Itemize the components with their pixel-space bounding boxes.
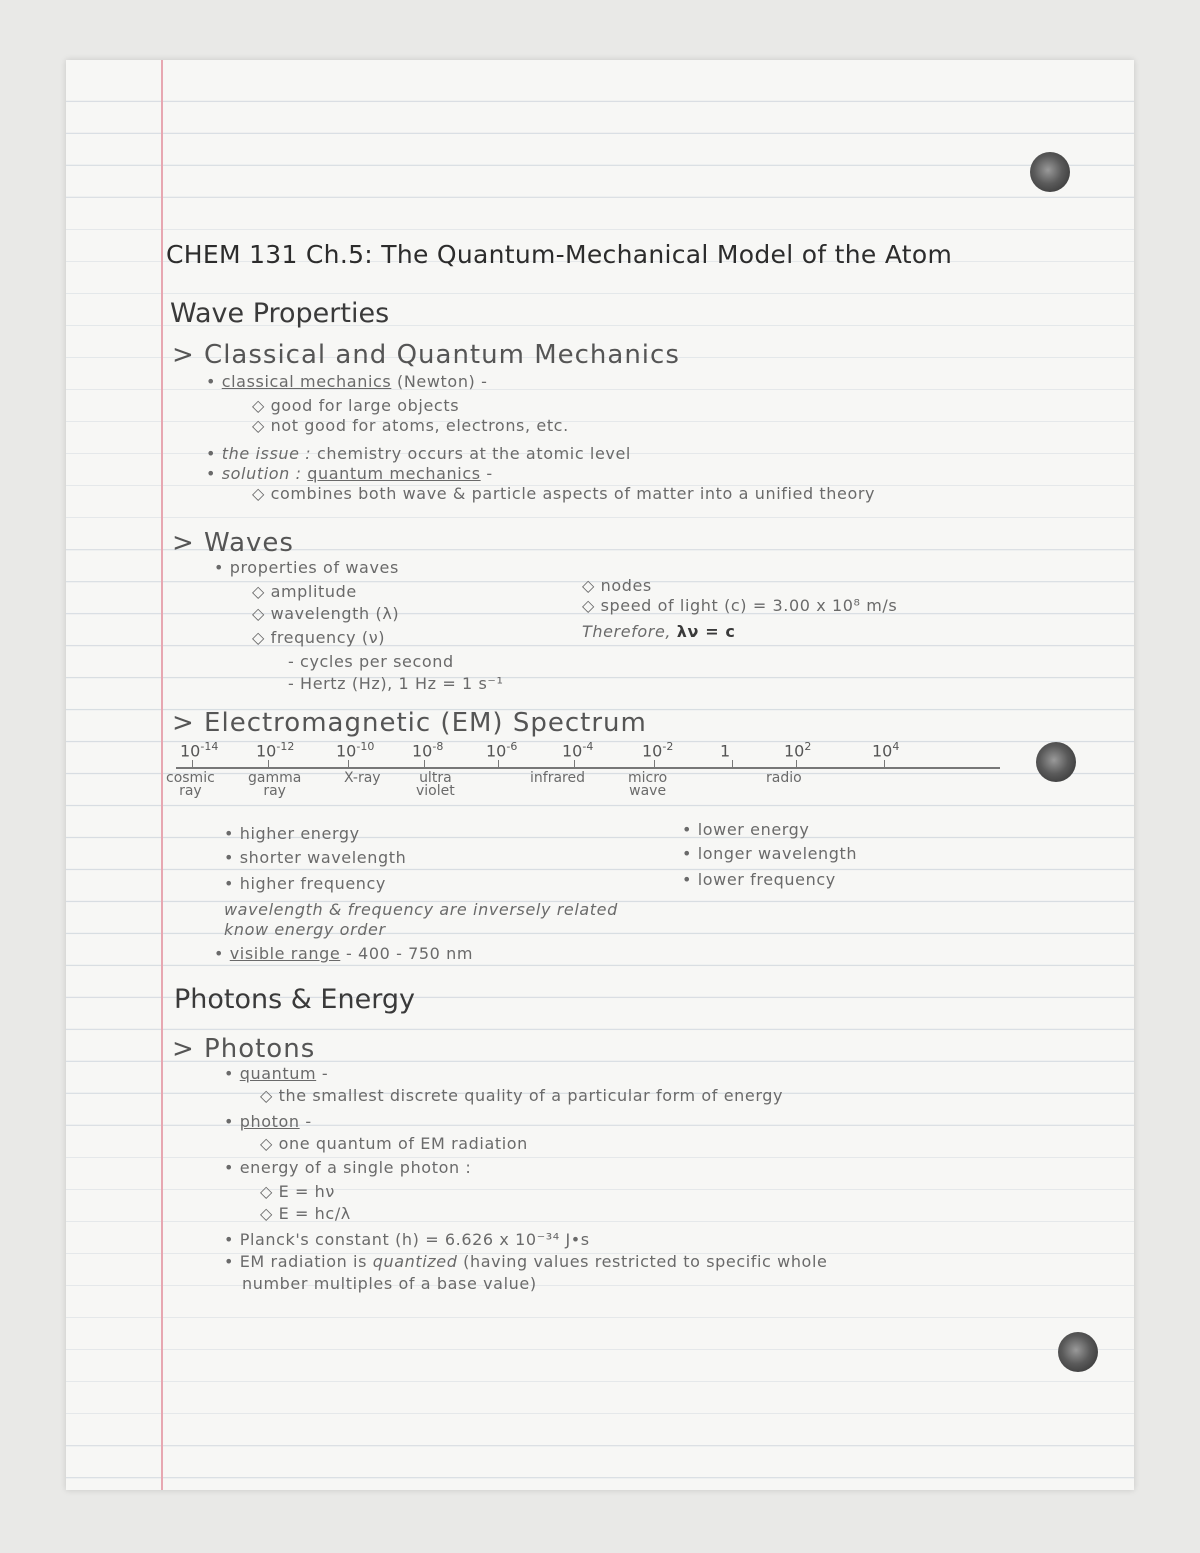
issue-label: • the issue : <box>206 444 312 463</box>
spectrum-tick-mark <box>574 760 575 769</box>
amplitude-item: ◇ amplitude <box>252 582 357 601</box>
quantized-pre: • EM radiation is <box>224 1252 368 1271</box>
em-spectrum-diagram <box>166 740 1006 820</box>
quantized-note <box>224 1252 827 1271</box>
quantum-term: quantum <box>239 1064 317 1083</box>
solution-dash: - <box>486 464 493 483</box>
solution-label: • solution : <box>206 464 302 483</box>
issue-note <box>206 444 631 463</box>
tick-base: 10 <box>412 741 433 761</box>
relation-formula: λν = c <box>676 622 736 641</box>
section-heading-wave-properties: Wave Properties <box>170 298 390 329</box>
spectrum-tick-mark <box>424 760 425 769</box>
spectrum-tick-mark <box>654 760 655 769</box>
tick-exponent: -4 <box>582 740 594 753</box>
binder-hole <box>1058 1332 1098 1372</box>
tick-exponent: 4 <box>892 740 900 753</box>
spectrum-tick-label <box>256 740 294 760</box>
region-line-1: cosmic <box>166 770 215 786</box>
photon-note: • photon - <box>224 1112 312 1131</box>
photon-energy-note: • energy of a single photon : <box>224 1158 472 1177</box>
left-property-2: • shorter wavelength <box>224 848 407 867</box>
tick-base: 10 <box>562 741 583 761</box>
tick-base: 10 <box>486 741 507 761</box>
spectrum-region-label <box>628 772 667 798</box>
spectrum-tick-label <box>720 740 730 760</box>
tick-exponent: -6 <box>506 740 518 753</box>
wave-properties-note: • properties of waves <box>214 558 399 577</box>
spectrum-tick-mark <box>732 760 733 769</box>
tick-base: 10 <box>336 741 357 761</box>
left-property-1: • higher energy <box>224 824 360 843</box>
spectrum-tick-label <box>784 740 811 760</box>
hertz-item: - Hertz (Hz), 1 Hz = 1 s⁻¹ <box>288 674 504 693</box>
binder-hole <box>1036 742 1076 782</box>
cycles-item: - cycles per second <box>288 652 454 671</box>
region-line-1: radio <box>766 770 802 786</box>
energy-formula-2: ◇ E = hc/λ <box>260 1204 351 1223</box>
spectrum-tick-mark <box>796 760 797 769</box>
spectrum-tick-label <box>562 740 593 760</box>
section-heading-photons-energy: Photons & Energy <box>174 984 415 1015</box>
spectrum-tick-label <box>412 740 443 760</box>
page-title: CHEM 131 Ch.5: The Quantum-Mechanical Model of the Atom <box>166 240 953 269</box>
spectrum-region-label <box>416 772 455 798</box>
region-line-1: infrared <box>530 770 585 786</box>
solution-note <box>206 464 493 483</box>
subheading-classical-quantum: > Classical and Quantum Mechanics <box>172 340 680 370</box>
tick-base: 1 <box>720 741 731 761</box>
quantum-definition: ◇ the smallest discrete quality of a particular form of energy <box>260 1086 784 1105</box>
classical-point-2: ◇ not good for atoms, electrons, etc. <box>252 416 569 435</box>
spectrum-tick-label <box>872 740 899 760</box>
spectrum-region-label <box>166 772 215 798</box>
tick-exponent: -14 <box>200 740 219 753</box>
region-line-1: micro <box>628 770 668 786</box>
spectrum-region-label <box>766 772 802 785</box>
visible-range-value: - 400 - 750 nm <box>345 944 474 963</box>
classical-mechanics-note: • classical mechanics (Newton) - <box>206 372 488 391</box>
left-property-3: • higher frequency <box>224 874 386 893</box>
spectrum-tick-label <box>336 740 374 760</box>
tick-base: 10 <box>784 741 805 761</box>
region-line-2: ray <box>179 783 202 799</box>
quantum-dash: - <box>321 1064 329 1083</box>
spectrum-tick-label <box>180 740 218 760</box>
visible-range-note: • visible range - 400 - 750 nm <box>214 944 474 963</box>
region-line-1: X-ray <box>344 770 381 786</box>
nodes-item: ◇ nodes <box>582 576 652 595</box>
spectrum-axis <box>176 767 1000 769</box>
visible-range-label: visible range <box>229 944 341 963</box>
region-line-1: gamma <box>248 770 302 786</box>
spectrum-tick-mark <box>348 760 349 769</box>
spectrum-tick-mark <box>192 760 193 769</box>
spectrum-tick-label <box>486 740 517 760</box>
spectrum-tick-mark <box>884 760 885 769</box>
spectrum-tick-mark <box>268 760 269 769</box>
classical-term: classical mechanics <box>221 372 392 391</box>
tick-base: 10 <box>872 741 893 761</box>
energy-formula-1: ◇ E = hν <box>260 1182 335 1201</box>
tick-exponent: 2 <box>804 740 812 753</box>
spectrum-tick-label <box>642 740 673 760</box>
spectrum-tick-mark <box>498 760 499 769</box>
quantized-word: quantized <box>372 1252 458 1271</box>
inverse-relation-note: wavelength & frequency are inversely related <box>224 900 618 919</box>
speed-of-light-item: ◇ speed of light (c) = 3.00 x 10⁸ m/s <box>582 596 898 615</box>
classical-suffix: (Newton) - <box>397 372 488 391</box>
tick-exponent: -10 <box>356 740 375 753</box>
tick-exponent: -2 <box>662 740 674 753</box>
photon-definition: ◇ one quantum of EM radiation <box>260 1134 528 1153</box>
quantum-note: • quantum - <box>224 1064 329 1083</box>
therefore-line <box>582 622 735 641</box>
photon-dash: - <box>305 1112 312 1131</box>
spectrum-region-label <box>530 772 585 785</box>
planck-constant-note: • Planck's constant (h) = 6.626 x 10⁻³⁴ J•s <box>224 1230 590 1249</box>
spectrum-region-label <box>344 772 381 785</box>
tick-base: 10 <box>256 741 277 761</box>
binder-hole <box>1030 152 1070 192</box>
tick-base: 10 <box>180 741 201 761</box>
region-line-1: ultra <box>419 770 452 786</box>
frequency-item: ◇ frequency (ν) <box>252 628 386 647</box>
classical-point-1: ◇ good for large objects <box>252 396 460 415</box>
tick-exponent: -8 <box>432 740 444 753</box>
tick-exponent: -12 <box>276 740 295 753</box>
spectrum-region-label <box>248 772 301 798</box>
solution-point: ◇ combines both wave & particle aspects of matter into a unified theory <box>252 484 876 503</box>
region-line-2: wave <box>629 783 667 799</box>
quantized-continuation: number multiples of a base value) <box>242 1274 537 1293</box>
photon-term: photon <box>239 1112 300 1131</box>
therefore-label: Therefore, <box>582 622 672 641</box>
margin-line <box>161 60 163 1490</box>
right-property-3: • lower frequency <box>682 870 836 889</box>
issue-text: chemistry occurs at the atomic level <box>316 444 631 463</box>
right-property-2: • longer wavelength <box>682 844 858 863</box>
region-line-2: violet <box>416 783 455 799</box>
subheading-waves: > Waves <box>172 528 294 558</box>
quantized-post: (having values restricted to specific whole <box>463 1252 828 1271</box>
right-property-1: • lower energy <box>682 820 810 839</box>
region-line-2: ray <box>263 783 286 799</box>
energy-order-note: know energy order <box>224 920 386 939</box>
wavelength-item: ◇ wavelength (λ) <box>252 604 400 623</box>
tick-base: 10 <box>642 741 663 761</box>
solution-term: quantum mechanics <box>307 464 481 483</box>
subheading-photons: > Photons <box>172 1034 316 1064</box>
notebook-page <box>66 60 1134 1490</box>
subheading-em-spectrum: > Electromagnetic (EM) Spectrum <box>172 708 647 738</box>
